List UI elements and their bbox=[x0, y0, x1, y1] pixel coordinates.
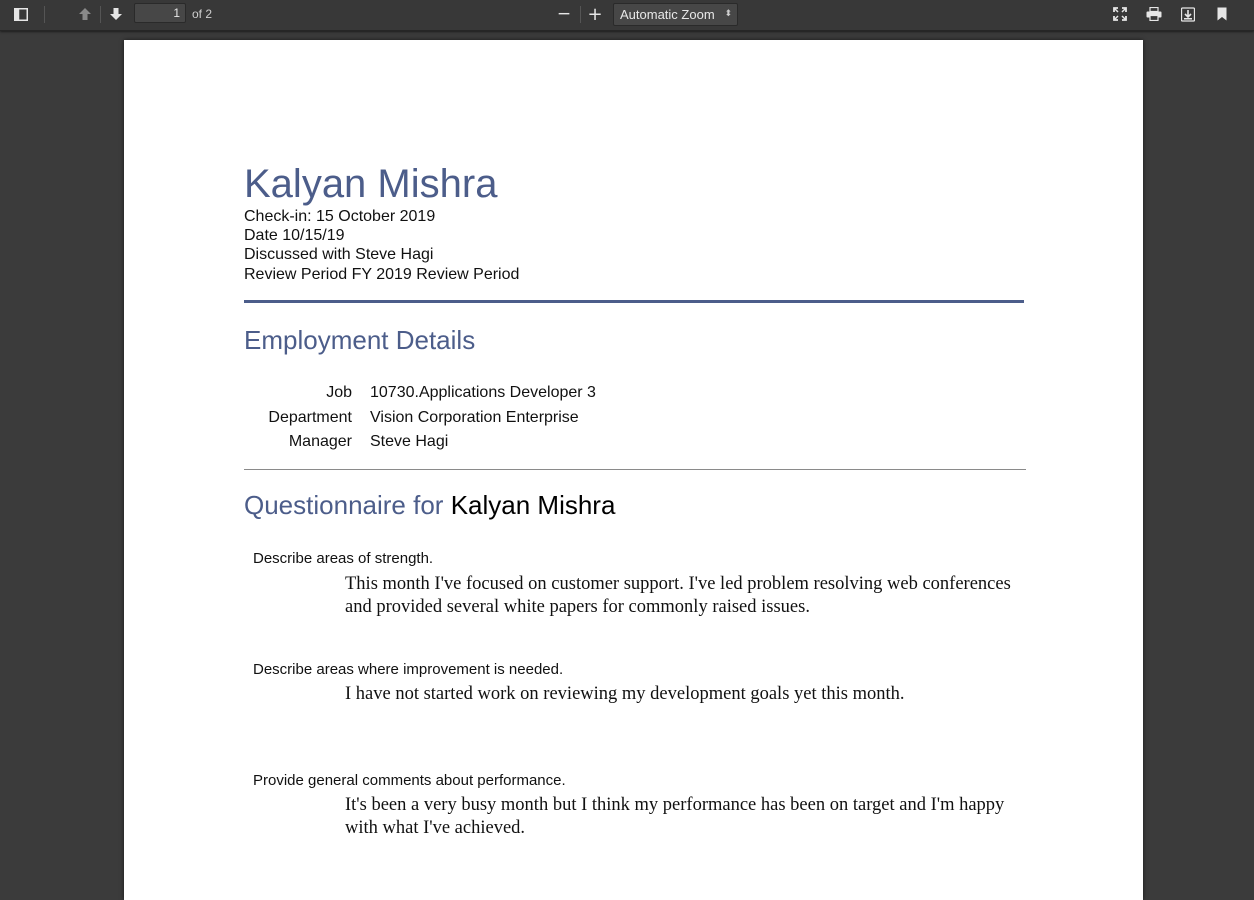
zoom-select-value: Automatic Zoom bbox=[620, 7, 715, 22]
employee-name-heading: Kalyan Mishra bbox=[244, 162, 498, 206]
bookmark-button[interactable] bbox=[1209, 3, 1235, 25]
sidebar-toggle-icon bbox=[14, 8, 28, 21]
previous-page-button[interactable] bbox=[72, 3, 98, 25]
arrow-up-icon bbox=[78, 7, 92, 21]
answer-strength: This month I've focused on customer support. I've led problem resolving web conferences and provided several white papers for commonly raised issues. bbox=[345, 574, 1011, 617]
print-button[interactable] bbox=[1141, 3, 1167, 25]
review-period-line: Review Period FY 2019 Review Period bbox=[244, 266, 520, 283]
presentation-mode-button[interactable] bbox=[1107, 3, 1133, 25]
department-value: Vision Corporation Enterprise bbox=[370, 409, 579, 426]
job-value: 10730.Applications Developer 3 bbox=[370, 384, 596, 401]
section-divider bbox=[244, 469, 1026, 470]
manager-label: Manager bbox=[288, 433, 352, 450]
question-improvement: Describe areas where improvement is needed. bbox=[253, 661, 564, 678]
zoom-select[interactable] bbox=[613, 3, 738, 26]
pdf-toolbar bbox=[0, 0, 1254, 31]
question-strength: Describe areas of strength. bbox=[253, 550, 434, 567]
heading-divider bbox=[244, 300, 1024, 303]
checkin-line: Check-in: 15 October 2019 bbox=[244, 208, 436, 225]
toolbar-separator bbox=[44, 6, 45, 23]
print-icon bbox=[1146, 7, 1162, 21]
page-count-label: of 2 bbox=[192, 7, 213, 21]
question-general-comments: Provide general comments about performance. bbox=[253, 772, 566, 789]
questionnaire-name: Kalyan Mishra bbox=[450, 490, 616, 520]
answer-general-comments: It's been a very busy month but I think my performance has been on target and I'm happy with what I've achieved. bbox=[345, 795, 1005, 838]
date-line: Date 10/15/19 bbox=[244, 227, 345, 244]
pdf-page bbox=[124, 40, 1143, 900]
job-label: Job bbox=[326, 384, 352, 401]
next-page-button[interactable] bbox=[103, 3, 129, 25]
toolbar-separator bbox=[100, 6, 101, 23]
download-button[interactable] bbox=[1175, 3, 1201, 25]
toolbar-separator bbox=[580, 6, 581, 23]
questionnaire-heading bbox=[244, 490, 615, 520]
employment-details-heading: Employment Details bbox=[244, 325, 476, 355]
answer-improvement: I have not started work on reviewing my development goals yet this month. bbox=[345, 684, 905, 704]
department-label: Department bbox=[268, 409, 352, 426]
zoom-out-button[interactable]: − bbox=[556, 4, 572, 24]
arrow-down-icon bbox=[109, 7, 123, 21]
fullscreen-icon bbox=[1113, 7, 1127, 21]
select-arrows-icon: ⬍ bbox=[724, 9, 732, 19]
page-number-input[interactable]: 1 bbox=[134, 3, 186, 23]
discussed-with-line: Discussed with Steve Hagi bbox=[244, 246, 434, 263]
manager-value: Steve Hagi bbox=[370, 433, 449, 450]
bookmark-icon bbox=[1216, 7, 1228, 21]
questionnaire-prefix: Questionnaire for bbox=[244, 490, 444, 520]
sidebar-toggle-button[interactable] bbox=[8, 3, 34, 25]
zoom-in-button[interactable]: + bbox=[587, 3, 603, 25]
download-icon bbox=[1181, 7, 1195, 22]
